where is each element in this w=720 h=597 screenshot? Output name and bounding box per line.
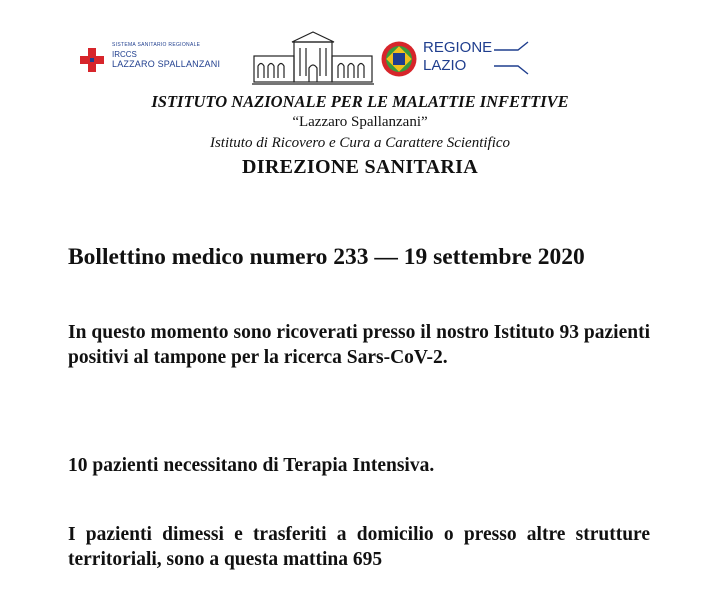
bulletin-title: Bollettino medico numero 233 — 19 settembre 2020 bbox=[68, 244, 585, 270]
bulletin-paragraph-intensive-care: 10 pazienti necessitano di Terapia Intensiva. bbox=[68, 455, 435, 476]
bulletin-paragraph-discharged: I pazienti dimessi e trasferiti a domicilio o presso altre strutture territoriali, sono a questa mattina 695 bbox=[68, 524, 650, 570]
irccs-label: IRCCS bbox=[112, 50, 137, 59]
lazio-label: LAZIO bbox=[423, 57, 467, 74]
spallanzani-label: LAZZARO SPALLANZANI bbox=[112, 59, 221, 69]
lazio-arrows-icon bbox=[494, 40, 534, 76]
institute-name: ISTITUTO NAZIONALE PER LE MALATTIE INFETTIVE bbox=[151, 92, 569, 111]
red-cross-icon bbox=[80, 48, 104, 72]
institute-building-illustration bbox=[252, 28, 374, 86]
regione-lazio-wordmark bbox=[423, 39, 492, 75]
irccs-small-caption: SISTEMA SANITARIO REGIONALE bbox=[112, 42, 201, 48]
bulletin-paragraph-hospitalized: In questo momento sono ricoverati presso il nostro Istituto 93 pazienti positivi al tampone per la ricerca Sars-CoV-2. bbox=[68, 322, 650, 368]
logo-bar bbox=[0, 28, 720, 90]
institute-subtitle: Istituto di Ricovero e Cura a Carattere Scientifico bbox=[209, 135, 511, 151]
department-heading: DIREZIONE SANITARIA bbox=[242, 156, 478, 178]
irccs-spallanzani-logo bbox=[80, 42, 250, 82]
institute-eponym: “Lazzaro Spallanzani” bbox=[292, 114, 428, 130]
regione-label: REGIONE bbox=[423, 39, 493, 56]
regione-lazio-emblem-icon bbox=[380, 40, 418, 78]
